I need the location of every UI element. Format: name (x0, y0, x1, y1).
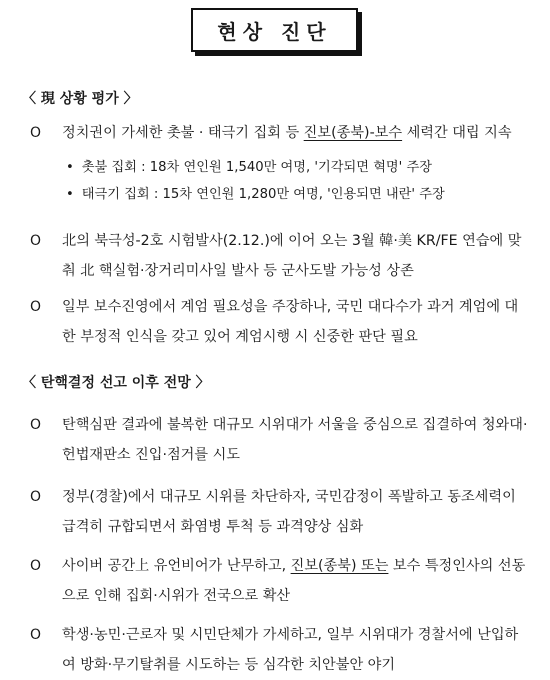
item-text: 北의 북극성-2호 시험발사(2.12.)에 이어 오는 3월 韓·美 KR/FE 연습에 맞춰 北 핵실험·장거리미사일 발사 등 군사도발 가능성 상존 (62, 233, 522, 279)
circle-bullet-icon: O (30, 417, 42, 433)
list-item (30, 292, 530, 352)
list-item (30, 118, 530, 148)
section-heading-current-status: 〈 現 상황 평가 〉 (22, 91, 138, 107)
list-item (30, 551, 530, 611)
dot-bullet-icon: • (66, 160, 74, 175)
item-text: 사이버 공간上 유언비어가 난무하고, 진보(종북) 또는 보수 특정인사의 선동으로 인해 집회·시위가 전국으로 확산 (62, 558, 526, 604)
item-text: 탄핵심판 결과에 불복한 대규모 시위대가 서울을 중심으로 집결하여 청와대·헌법재판소 진입·점거를 시도 (62, 417, 528, 463)
circle-bullet-icon: O (30, 233, 42, 249)
item-text: 학생·농민·근로자 및 시민단체가 가세하고, 일부 시위대가 경찰서에 난입하여 방화·무기탈취를 시도하는 등 심각한 치안불안 야기 (62, 627, 519, 673)
circle-bullet-icon: O (30, 489, 42, 505)
item-text: 일부 보수진영에서 계엄 필요성을 주장하나, 국민 대다수가 과거 계엄에 대한 부정적 인식을 갖고 있어 계엄시행 시 신중한 판단 필요 (62, 299, 519, 345)
circle-bullet-icon: O (30, 558, 42, 574)
item-text: 정부(경찰)에서 대규모 시위를 차단하자, 국민감정이 폭발하고 동조세력이 급격히 규합되면서 화염병 투척 등 과격양상 심화 (62, 489, 516, 535)
circle-bullet-icon: O (30, 627, 42, 643)
circle-bullet-icon: O (30, 299, 42, 315)
circle-bullet-icon: O (30, 125, 42, 141)
list-item (30, 620, 530, 680)
sub-item: • 태극기 집회 : 15차 연인원 1,280만 여명, '인용되면 내란' 주장 (66, 187, 445, 202)
list-item (30, 226, 530, 286)
section-heading-outlook: 〈 탄핵결정 선고 이후 전망 〉 (22, 375, 210, 391)
list-item (30, 482, 530, 542)
list-item (30, 410, 530, 470)
sub-item: • 촛불 집회 : 18차 연인원 1,540만 여명, '기각되면 혁명' 주장 (66, 160, 432, 175)
dot-bullet-icon: • (66, 187, 74, 202)
page-title: 현상 진단 (191, 8, 358, 52)
item-text: 정치권이 가세한 촛불 · 태극기 집회 등 진보(종북)-보수 세력간 대립 지속 (62, 125, 512, 141)
